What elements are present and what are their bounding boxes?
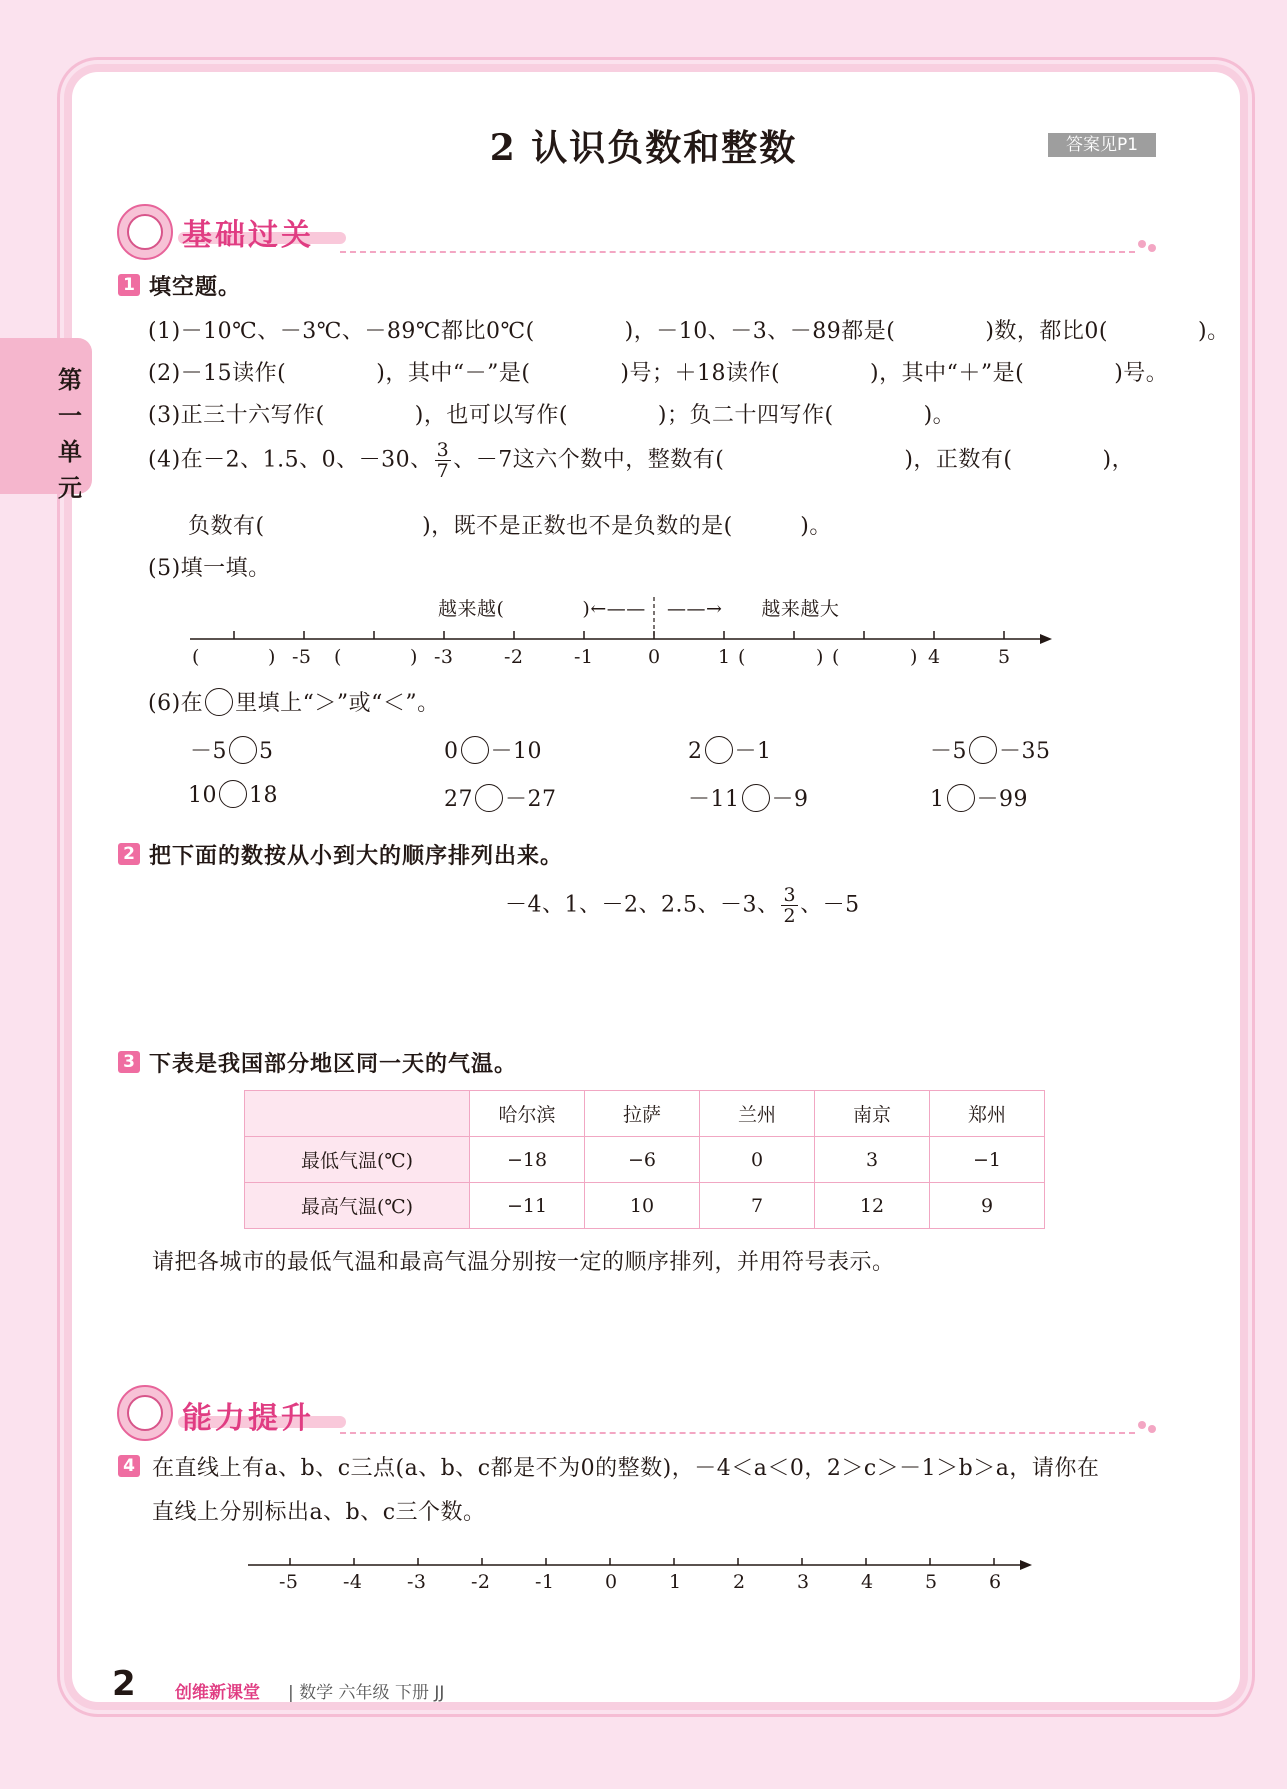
tick-label: 0	[648, 646, 661, 668]
tick-label: 2	[733, 1571, 746, 1593]
answer-circle[interactable]	[461, 736, 489, 764]
comparison-right: －1	[734, 739, 772, 764]
page-number: 2	[112, 1664, 136, 1704]
table-header-cell: 拉萨	[585, 1091, 700, 1137]
tick-label: 3	[797, 1571, 810, 1593]
answer-circle[interactable]	[475, 784, 503, 812]
tick-label: -4	[343, 1571, 363, 1593]
q1-line-6-start: (6)在	[148, 691, 204, 716]
table-cell: 3	[815, 1137, 930, 1183]
tick-label: -1	[574, 646, 594, 668]
unit-side-tab-label: 第一单元	[58, 366, 82, 502]
question-number: 2	[118, 843, 140, 865]
section-divider	[340, 1432, 1135, 1434]
tick-label: (	[192, 646, 200, 668]
tick-label: (	[738, 646, 746, 668]
question-number: 1	[118, 274, 140, 296]
tick-label: 5	[998, 646, 1011, 668]
q1-line-5: (5)填一填。	[148, 556, 271, 581]
decoration-dot	[1138, 1421, 1146, 1429]
answer-reference-badge: 答案见P1	[1048, 133, 1156, 157]
tick-label: -5	[292, 646, 312, 668]
answer-circle[interactable]	[219, 780, 247, 808]
comparison-left: 10	[188, 783, 217, 808]
table-cell: 10	[585, 1183, 700, 1229]
fraction-numerator: 3	[436, 439, 450, 461]
table-cell: 9	[930, 1183, 1045, 1229]
sequence-end: 、－5	[800, 892, 860, 918]
table-row	[245, 1183, 1045, 1229]
q4-line-1: 在直线上有a、b、c三点(a、b、c都是不为0的整数)，－4＜a＜0，2＞c＞－1＞b＞a，请你在	[152, 1456, 1100, 1481]
comparison-right: －10	[490, 739, 542, 764]
answer-circle[interactable]	[229, 736, 257, 764]
q1-line-1: (1)－10℃、－3℃、－89℃都比0℃( )，－10、－3、－89都是( )数，都比0( )。	[148, 319, 1230, 344]
tick-label: -1	[535, 1571, 555, 1593]
comparison-right: －35	[999, 739, 1051, 764]
q1-line-4	[148, 440, 1134, 481]
tick-label: -3	[407, 1571, 427, 1593]
tick-label: -2	[471, 1571, 491, 1593]
comparison-right: －99	[976, 787, 1028, 812]
temperature-table	[244, 1090, 1045, 1229]
answer-circle[interactable]	[969, 736, 997, 764]
comparison-item	[930, 734, 1051, 766]
fraction-denominator: 2	[783, 905, 797, 927]
q4-line-2: 直线上分别标出a、b、c三个数。	[152, 1500, 486, 1525]
monkey-face-icon	[127, 214, 163, 250]
comparison-left: 27	[444, 787, 473, 812]
comparison-right: 18	[249, 783, 278, 808]
comparison-item	[930, 782, 1028, 814]
question-title: 下表是我国部分地区同一天的气温。	[149, 1052, 518, 1077]
footer-brand: 创维新课堂	[175, 1683, 260, 1703]
comparison-left: 0	[444, 739, 459, 764]
fraction	[781, 885, 798, 926]
comparison-right: －9	[771, 787, 809, 812]
comparison-item	[444, 734, 542, 766]
table-cell: 12	[815, 1183, 930, 1229]
table-cell: −18	[470, 1137, 585, 1183]
table-cell: 0	[700, 1137, 815, 1183]
table-header-cell: 哈尔滨	[470, 1091, 585, 1137]
q1-line-4-end: 、－7这六个数中，整数有( )，正数有( )，	[453, 447, 1135, 473]
tick-label: 4	[928, 646, 941, 668]
decoration-dot	[1148, 1425, 1156, 1433]
table-header-cell: 南京	[815, 1091, 930, 1137]
table-row-label: 最低气温(℃)	[245, 1137, 470, 1183]
decoration-dot	[1148, 244, 1156, 252]
comparison-left: －5	[190, 739, 227, 764]
section-divider	[340, 251, 1135, 253]
table-header-cell: 郑州	[930, 1091, 1045, 1137]
number-line-right-label: ——→ 越来越大	[667, 598, 840, 620]
tick-label: )	[268, 646, 276, 668]
table-header-row	[245, 1091, 1045, 1137]
q3-instruction: 请把各城市的最低气温和最高气温分别按一定的顺序排列，并用符号表示。	[152, 1250, 895, 1275]
table-header-cell: 兰州	[700, 1091, 815, 1137]
section-title-advanced: 能力提升	[182, 1401, 314, 1436]
comparison-left: 2	[688, 739, 703, 764]
tick-label: )	[816, 646, 824, 668]
table-cell: −1	[930, 1137, 1045, 1183]
compare-circle-icon	[205, 688, 233, 716]
question-title: 填空题。	[149, 275, 242, 300]
fraction-denominator: 7	[436, 460, 450, 482]
comparison-item	[190, 734, 274, 766]
number-sequence	[505, 885, 860, 926]
tick-label: (	[334, 646, 342, 668]
footer-book-info: | 数学 六年级 下册 JJ	[288, 1683, 445, 1703]
comparison-item	[688, 782, 809, 814]
comparison-left: －11	[688, 787, 740, 812]
q1-line-2: (2)－15读作( )，其中“－”是( )号；＋18读作( )，其中“＋”是( )号。	[148, 361, 1169, 386]
section-title-basic: 基础过关	[182, 218, 314, 253]
table-corner-cell	[245, 1091, 470, 1137]
tick-label: -5	[279, 1571, 299, 1593]
comparison-right: －27	[505, 787, 557, 812]
q1-line-6	[148, 686, 440, 718]
table-cell: −11	[470, 1183, 585, 1229]
tick-label: 4	[861, 1571, 874, 1593]
fraction-numerator: 3	[783, 884, 797, 906]
q1-line-6-end: 里填上“＞”或“＜”。	[235, 691, 440, 716]
comparison-item	[188, 782, 278, 810]
table-cell: 7	[700, 1183, 815, 1229]
tick-label: 0	[605, 1571, 618, 1593]
tick-label: 6	[989, 1571, 1002, 1593]
question-number: 4	[118, 1455, 140, 1477]
q1-line-4-start: (4)在－2、1.5、0、－30、	[148, 447, 433, 473]
tick-label: -2	[504, 646, 524, 668]
tick-label: )	[410, 646, 418, 668]
table-row	[245, 1137, 1045, 1183]
tick-label: -3	[434, 646, 454, 668]
table-row-label: 最高气温(℃)	[245, 1183, 470, 1229]
tick-label: 1	[718, 646, 731, 668]
tick-label: 1	[669, 1571, 682, 1593]
comparison-item	[444, 782, 557, 814]
table-cell: −6	[585, 1137, 700, 1183]
q1-line-4-continued: 负数有( )，既不是正数也不是负数的是( )。	[188, 514, 832, 539]
tick-label: )	[910, 646, 918, 668]
decoration-dot	[1138, 240, 1146, 248]
answer-circle[interactable]	[947, 784, 975, 812]
tick-label: 5	[925, 1571, 938, 1593]
sequence-start: －4、1、－2、2.5、－3、	[505, 892, 780, 918]
comparison-item	[688, 734, 772, 766]
monkey-face-icon	[127, 1395, 163, 1431]
question-title: 把下面的数按从小到大的顺序排列出来。	[149, 844, 564, 869]
question-number: 3	[118, 1051, 140, 1073]
comparison-right: 5	[259, 739, 274, 764]
answer-circle[interactable]	[705, 736, 733, 764]
fraction	[435, 440, 452, 481]
comparison-left: －5	[930, 739, 967, 764]
tick-label: (	[832, 646, 840, 668]
page-title: 2 认识负数和整数	[489, 127, 798, 169]
comparison-left: 1	[930, 787, 945, 812]
answer-circle[interactable]	[742, 784, 770, 812]
number-line-left-label: 越来越( )←——	[438, 598, 646, 620]
q1-line-3: (3)正三十六写作( )，也可以写作( )；负二十四写作( )。	[148, 403, 956, 428]
